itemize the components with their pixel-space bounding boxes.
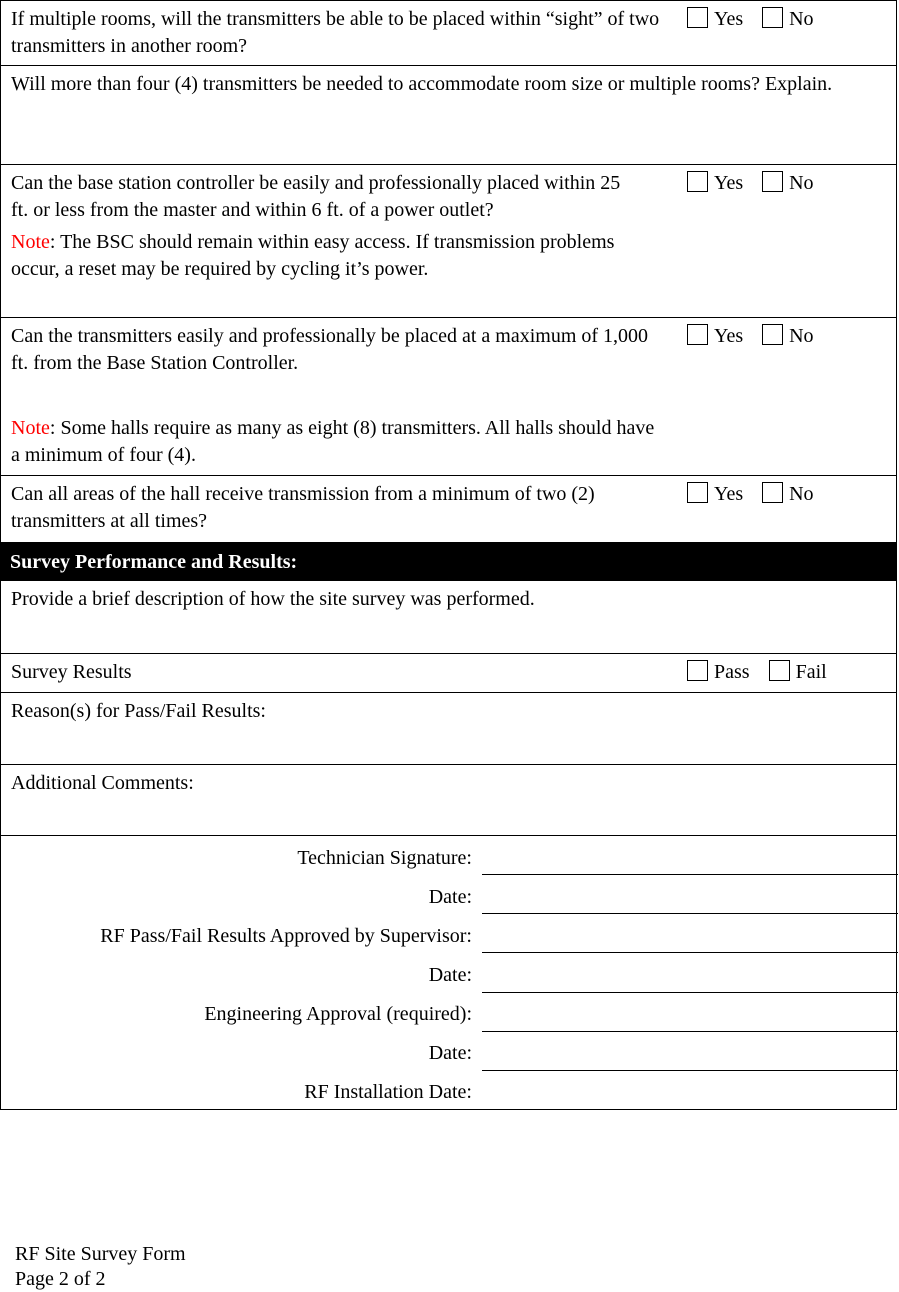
no-label: No xyxy=(789,8,814,30)
yes-checkbox[interactable] xyxy=(687,482,708,503)
no-checkbox[interactable] xyxy=(762,7,783,28)
question-row-multi-room xyxy=(0,0,897,66)
question-row-all-areas xyxy=(0,476,897,543)
question-row-more-than-four xyxy=(0,66,897,165)
description-label: Provide a brief description of how the site survey was performed. xyxy=(11,588,535,610)
note-text: : The BSC should remain within easy access. If transmission problems occur, a reset may be required by cycling it’s power. xyxy=(11,231,615,280)
signature-block xyxy=(0,835,897,1110)
pass-checkbox[interactable] xyxy=(687,660,708,681)
note xyxy=(11,415,661,469)
date-label: Date: xyxy=(428,964,472,986)
yes-checkbox[interactable] xyxy=(687,324,708,345)
no-label: No xyxy=(789,172,814,194)
yes-no-options xyxy=(687,6,828,33)
pass-fail-options xyxy=(687,659,841,686)
no-checkbox[interactable] xyxy=(762,482,783,503)
supervisor-approval-label: RF Pass/Fail Results Approved by Supervisor: xyxy=(100,925,472,947)
section-header: Survey Performance and Results: xyxy=(0,543,897,581)
yes-no-options xyxy=(687,323,828,350)
technician-signature-line[interactable] xyxy=(482,874,898,875)
yes-no-options xyxy=(687,481,828,508)
yes-label: Yes xyxy=(714,483,744,505)
question-text: Can the transmitters easily and professionally be placed at a maximum of 1,000 ft. from the Base Station Controller. xyxy=(11,325,649,374)
note xyxy=(11,229,631,283)
note-text: : Some halls require as many as eight (8) transmitters. All halls should have a minimum of four (4). xyxy=(11,417,655,466)
yes-checkbox[interactable] xyxy=(687,171,708,192)
installation-date-label: RF Installation Date: xyxy=(304,1081,472,1103)
yes-label: Yes xyxy=(714,8,744,30)
pass-label: Pass xyxy=(714,661,750,683)
supervisor-approval-line[interactable] xyxy=(482,952,898,953)
reasons-label: Reason(s) for Pass/Fail Results: xyxy=(11,700,266,722)
question-block xyxy=(11,170,631,283)
no-label: No xyxy=(789,325,814,347)
technician-signature-label: Technician Signature: xyxy=(297,847,472,869)
note-label: Note xyxy=(11,417,50,439)
page-number: Page 2 of 2 xyxy=(15,1268,106,1290)
date-line[interactable] xyxy=(482,992,898,993)
date-line[interactable] xyxy=(482,913,898,914)
survey-results-label: Survey Results xyxy=(11,661,132,683)
question-text: Can the base station controller be easily and professionally placed within 25 ft. or less from the master and within 6 ft. of a power outlet? xyxy=(11,172,621,221)
question-text: Can all areas of the hall receive transmission from a minimum of two (2) transmitters at all times? xyxy=(11,483,595,532)
comments-row[interactable] xyxy=(0,765,897,836)
note-label: Note xyxy=(11,231,50,253)
no-label: No xyxy=(789,483,814,505)
reasons-row[interactable] xyxy=(0,693,897,765)
question-row-transmitter-distance xyxy=(0,318,897,476)
survey-results-row xyxy=(0,654,897,693)
yes-no-options xyxy=(687,170,828,197)
engineering-approval-label: Engineering Approval (required): xyxy=(204,1003,472,1025)
date-line[interactable] xyxy=(482,1070,898,1071)
question-block xyxy=(11,323,661,469)
question-text: Will more than four (4) transmitters be needed to accommodate room size or multiple rooms? Explain. xyxy=(11,73,833,95)
fail-label: Fail xyxy=(795,661,827,683)
no-checkbox[interactable] xyxy=(762,324,783,345)
yes-label: Yes xyxy=(714,172,744,194)
date-label: Date: xyxy=(428,886,472,908)
question-text: If multiple rooms, will the transmitters be able to be placed within “sight” of two transmitters in another room? xyxy=(11,8,660,57)
date-label: Date: xyxy=(428,1042,472,1064)
yes-label: Yes xyxy=(714,325,744,347)
no-checkbox[interactable] xyxy=(762,171,783,192)
comments-label: Additional Comments: xyxy=(11,772,194,794)
description-row[interactable] xyxy=(0,581,897,654)
fail-checkbox[interactable] xyxy=(769,660,790,681)
yes-checkbox[interactable] xyxy=(687,7,708,28)
form-name: RF Site Survey Form xyxy=(15,1243,186,1265)
engineering-approval-line[interactable] xyxy=(482,1031,898,1032)
page-footer xyxy=(15,1242,186,1292)
question-row-bsc-placement xyxy=(0,165,897,318)
